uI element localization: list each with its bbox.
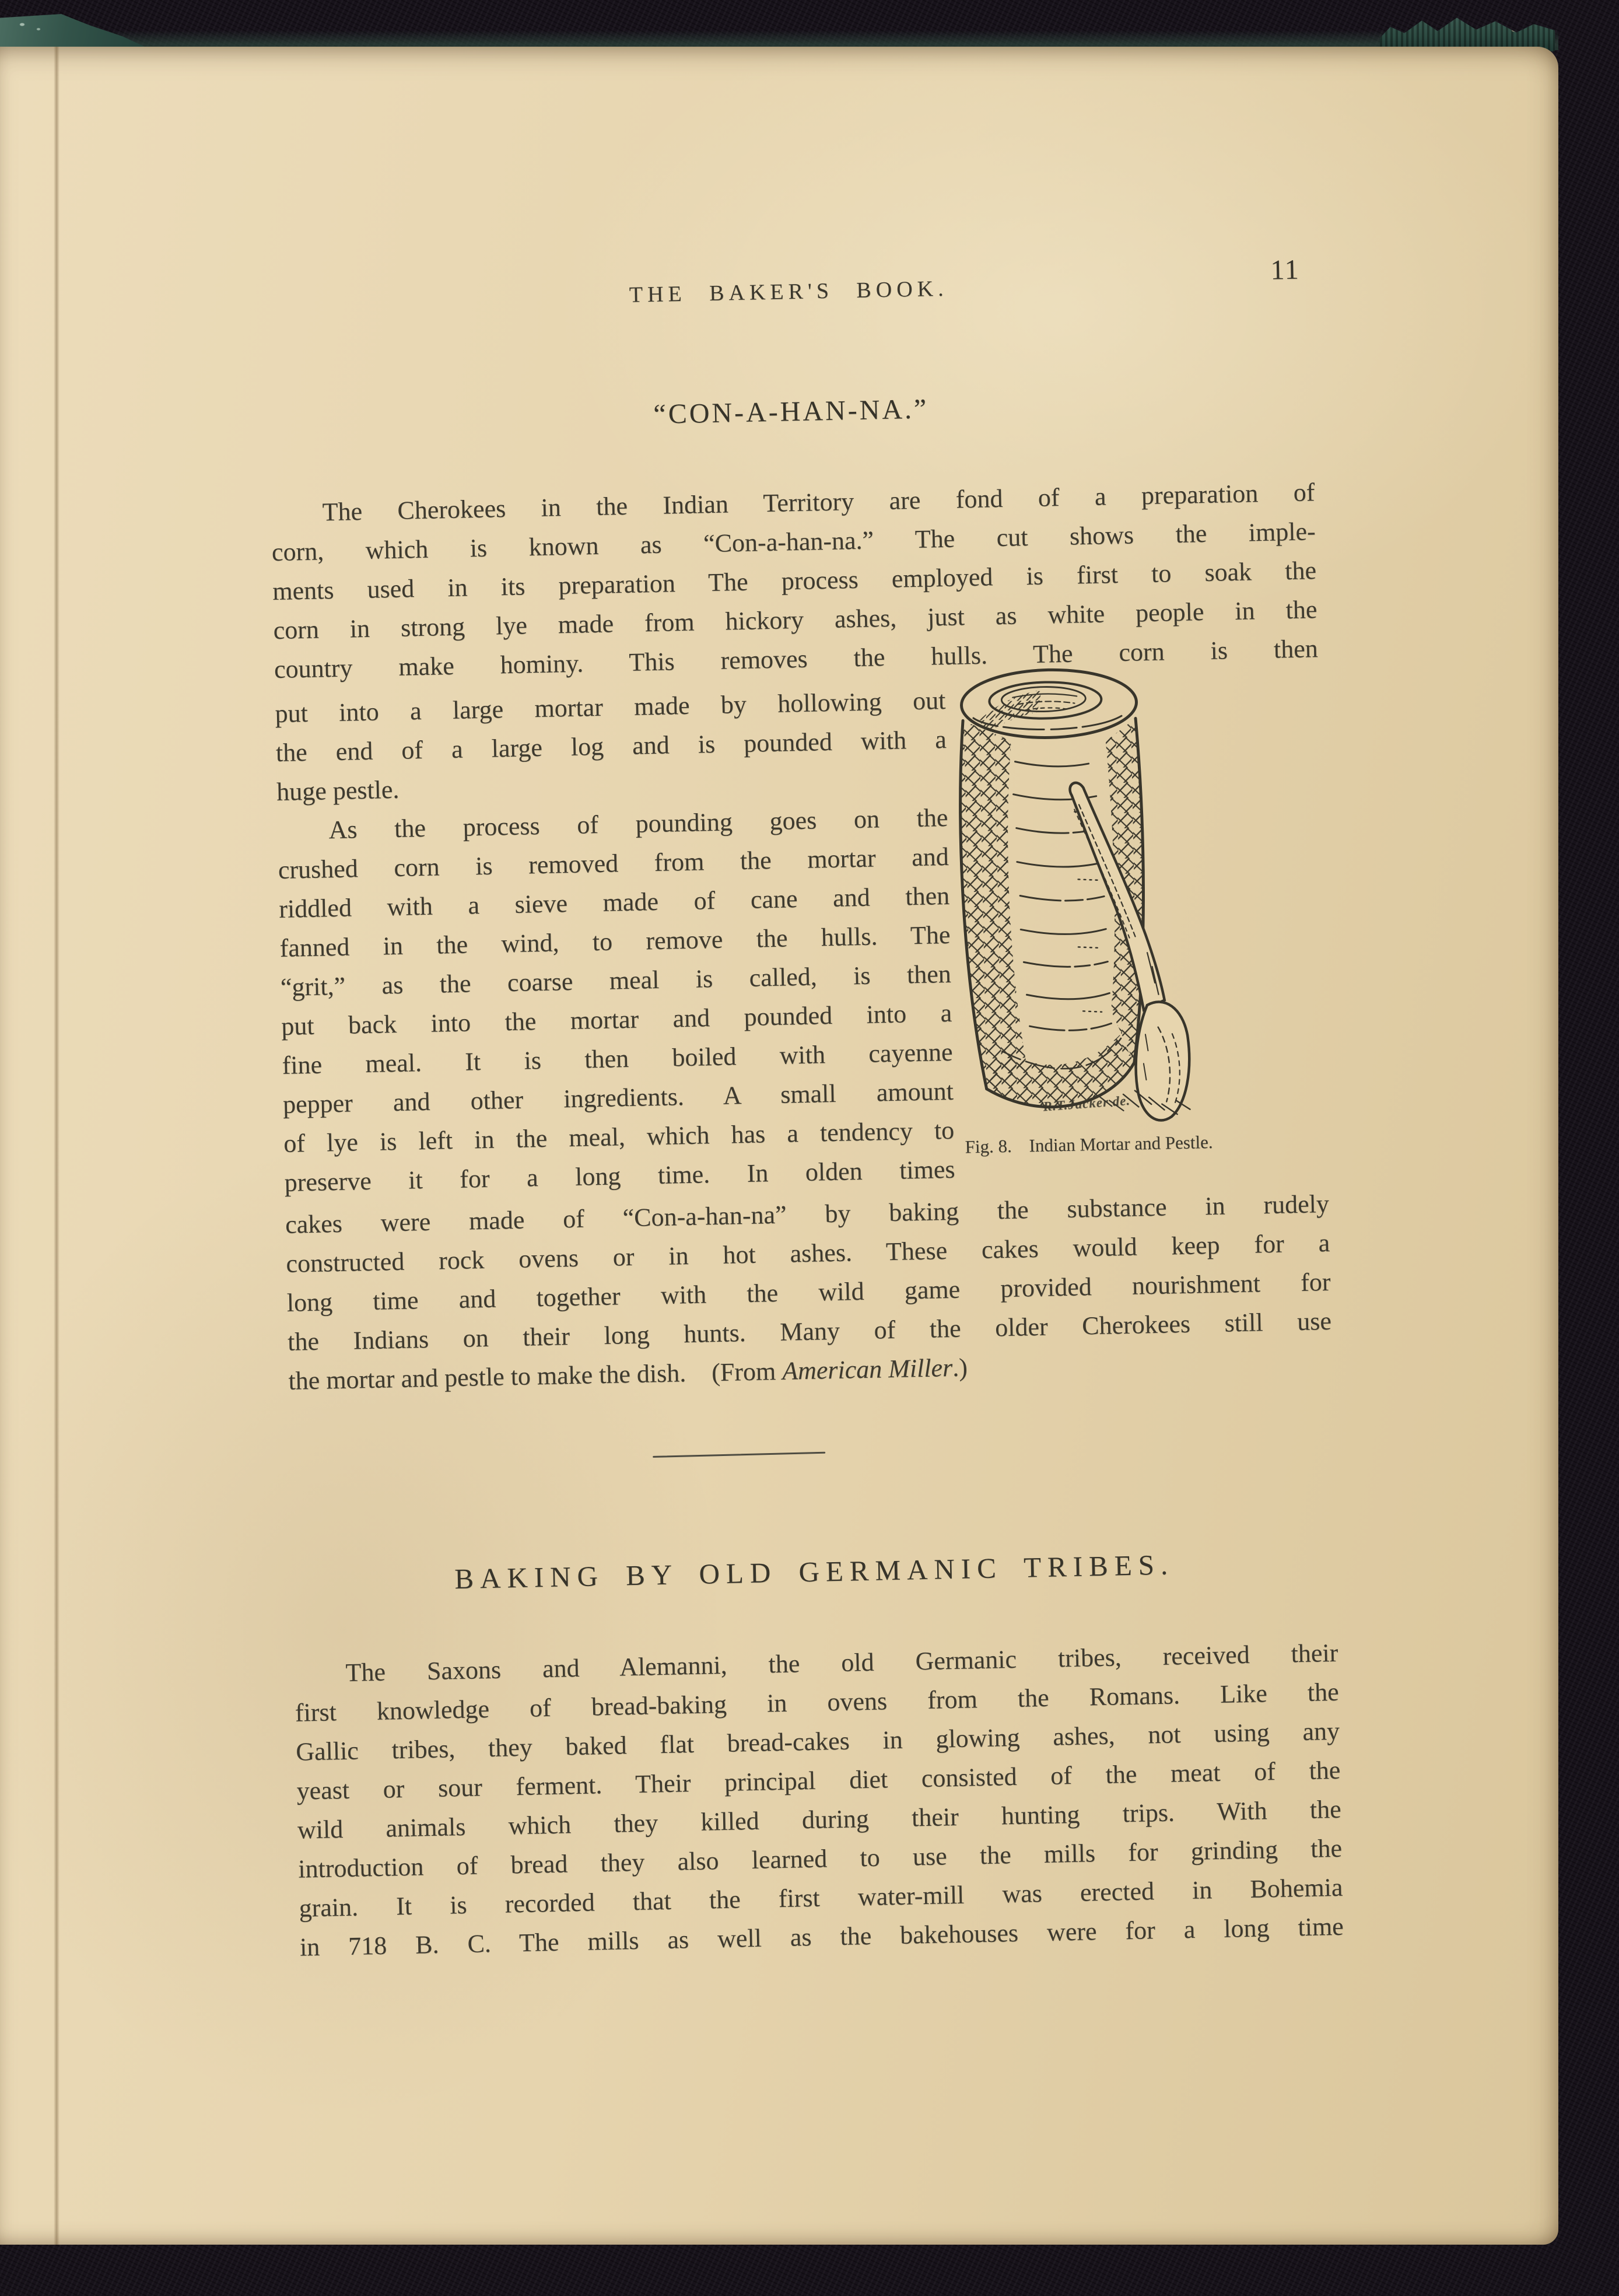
text-line: The Cherokees in the Indian Territory are fond of a preparation of xyxy=(322,478,1315,527)
text-line: of lye is left in the meal, which has a tendency to xyxy=(283,1115,955,1158)
text-line: long time and together with the wild game provided nourishment for xyxy=(286,1267,1331,1317)
text-line: country make hominy. This removes the hulls. The corn is then xyxy=(274,634,1319,684)
printed-content xyxy=(262,36,1349,2215)
figure-caption-text: Indian Mortar and Pestle. xyxy=(1029,1131,1213,1156)
text-line: riddled with a sieve made of cane and then xyxy=(278,881,950,923)
text-line: huge pestle. xyxy=(276,775,400,807)
text-line: corn in strong lye made from hickory ashes, just as white people in the xyxy=(273,595,1317,645)
section-divider-rule xyxy=(653,1452,825,1458)
figure-caption-label: Fig. 8. xyxy=(965,1135,1012,1157)
book-cover-corner-right xyxy=(1380,16,1555,51)
text-line: in 718 B. C. The mills as well as the bakehouses were for a long time xyxy=(299,1912,1344,1962)
text-line: introduction of bread they also learned to use the mills for grinding the xyxy=(297,1833,1343,1884)
text-line: cakes were made of “Con-a-han-na” by baking the substance in rudely xyxy=(285,1189,1330,1239)
paragraph-germanic-tribes xyxy=(294,1633,1344,1967)
text-line: Gallic tribes, they baked flat bread-cakes in glowing ashes, not using any xyxy=(295,1716,1340,1766)
closing-line-prefix: the mortar and pestle to make the dish. (From xyxy=(288,1356,783,1395)
text-line: fanned in the wind, to remove the hulls. The xyxy=(279,920,951,963)
paragraph-cakes-block xyxy=(285,1184,1332,1401)
figure-mortar-and-pestle xyxy=(948,660,1225,1138)
text-line: first knowledge of bread-baking in ovens from the Romans. Like the xyxy=(295,1677,1340,1727)
closing-line-source-italic: American Miller xyxy=(782,1353,953,1385)
paragraph-pounding xyxy=(277,798,955,1202)
paragraph-mortar xyxy=(275,681,948,811)
text-line: the end of a large log and is pounded with a xyxy=(275,724,947,768)
text-line: The Saxons and Alemanni, the old Germanic tribes, received their xyxy=(345,1638,1338,1687)
text-line: pepper and other ingredients. A small amount xyxy=(282,1076,954,1119)
figure-artist-signature: R.T.Jacker de. xyxy=(1042,1093,1131,1114)
text-line: ments used in its preparation The process employed is first to soak the xyxy=(272,556,1317,606)
text-line: yeast or sour ferment. Their principal diet consisted of the meat of the xyxy=(296,1755,1341,1805)
text-line: wild animals which they killed during their hunting trips. With the xyxy=(297,1794,1342,1845)
text-column-beside-figure xyxy=(275,681,955,1202)
text-line: constructed rock ovens or in hot ashes. These cakes would keep for a xyxy=(286,1228,1330,1278)
page-fold-crease xyxy=(54,47,59,2245)
text-line: corn, which is known as “Con-a-han-na.” The cut shows the imple- xyxy=(271,517,1316,567)
text-line: “grit,” as the coarse meal is called, is then xyxy=(280,959,952,1002)
book-page xyxy=(0,47,1558,2245)
closing-line-suffix: .) xyxy=(952,1353,968,1382)
text-line: put back into the mortar and pounded into a xyxy=(281,998,952,1041)
page-number: 11 xyxy=(1270,254,1301,286)
text-line: put into a large mortar made by hollowing out xyxy=(275,685,946,729)
paragraph-intro xyxy=(271,473,1318,689)
mortar-and-pestle-drawing xyxy=(948,660,1225,1138)
text-line: grain. It is recorded that the first water-mill was erected in Bohemia xyxy=(299,1873,1343,1923)
section2-title: BAKING BY OLD GERMANIC TRIBES. xyxy=(454,1548,1175,1595)
text-line: fine meal. It is then boiled with cayenne xyxy=(282,1037,953,1080)
running-header: THE BAKER'S BOOK. xyxy=(629,276,949,307)
text-line: the Indians on their long hunts. Many of the older Cherokees still use xyxy=(287,1306,1332,1356)
text-line: crushed corn is removed from the mortar and xyxy=(278,842,949,884)
text-line: As the process of pounding goes on the xyxy=(328,803,948,845)
text-line: preserve it for a long time. In olden times xyxy=(284,1154,955,1197)
paragraph-cakes xyxy=(285,1184,1331,1362)
section1-title: “CON-A-HAN-NA.” xyxy=(653,393,929,430)
